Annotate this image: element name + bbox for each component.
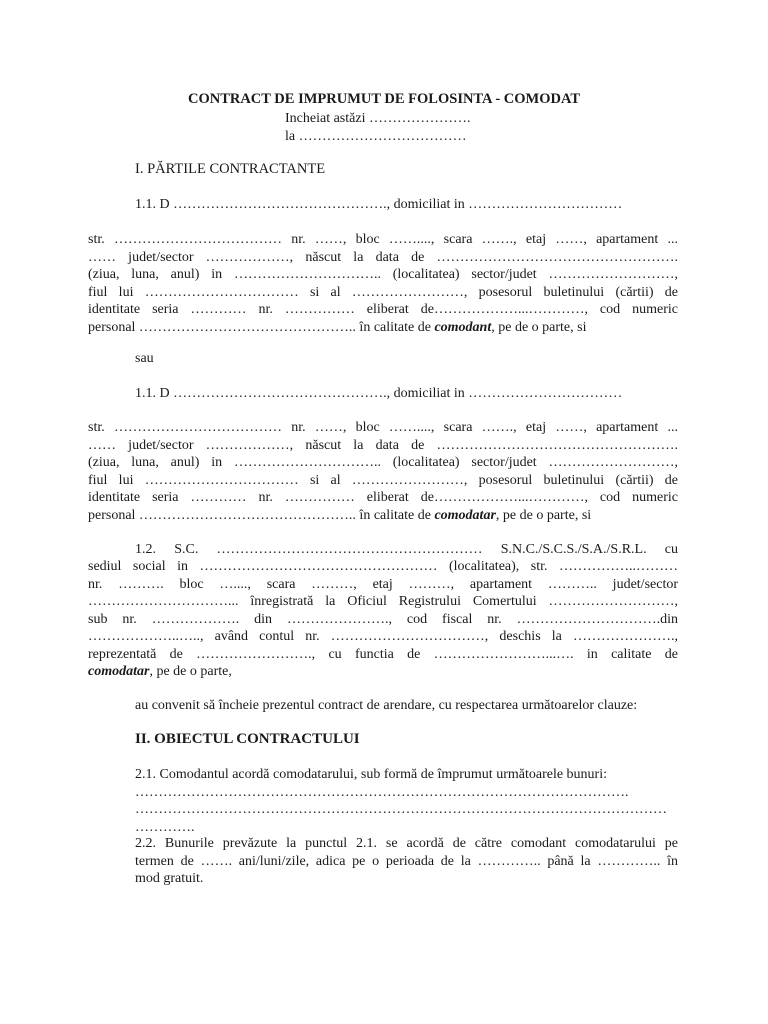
party-a-line: …… judet/sector ………………, născut la data de ……………………………………………. xyxy=(88,249,678,265)
party-c-line: sub nr. ………………. din …………………., cod fiscal nr. ………………………….din xyxy=(88,611,678,627)
role-comodatar: comodatar xyxy=(88,664,150,679)
clause-2-2-line: mod gratuit. xyxy=(135,871,204,886)
clause-2-1-line: …………. xyxy=(135,819,195,835)
clause-2-2-line: 2.2. Bunurile prevăzute la punctul 2.1. se acordă de către comodant comodatarului pe xyxy=(135,836,678,851)
party-a-line: fiul lui …………………………… si al ……………………, posesorul buletinului (cărtii) de xyxy=(88,284,678,300)
party-a-intro: 1.1. D ………………………………………., domiciliat in …………………………… xyxy=(135,197,623,212)
party-c-last-line: comodatar, pe de o parte, xyxy=(88,664,232,679)
party-a-details xyxy=(88,231,678,336)
section-2-title: II. OBIECTUL CONTRACTULUI xyxy=(135,731,360,747)
party-c-details xyxy=(88,558,678,681)
party-c-line: ………………..….., având contul nr. ……………………………, deschis la …………………., xyxy=(88,629,678,644)
incheiat-line: Incheiat astăzi …………………. xyxy=(285,111,471,126)
party-b-line: …… judet/sector ………………, născut la data de ……………………………………………. xyxy=(88,437,678,453)
party-a-line: identitate seria ………… nr. …………… eliberat de………………...…………, cod numeric xyxy=(88,302,678,317)
party-b-details xyxy=(88,419,678,524)
party-c-intro: 1.2. S.C. ………………………………………………… S.N.C./S.C.S./S.A./S.R.L. cu xyxy=(135,542,678,557)
clause-2-1-line: ……………………………………………………………………………………………. xyxy=(135,784,629,800)
la-line: la ……………………………… xyxy=(285,129,467,144)
party-c-line: reprezentată de ……………………., cu functia de ……………………...…. in calitate de xyxy=(88,646,678,662)
party-c-line: nr. ………. bloc …...., scara ………, etaj ………, apartament ……….. judet/sector xyxy=(88,576,678,592)
party-a-last-line: personal ……………………………………….. în calitate de comodant, pe de o parte, si xyxy=(88,319,587,335)
party-b-intro: 1.1. D ………………………………………., domiciliat in …………………………… xyxy=(135,386,623,401)
clause-2-1 xyxy=(135,766,678,836)
clause-2-1-line: …………………………………………………………………………………………………… xyxy=(135,802,667,817)
party-a-line: (ziua, luna, anul) in ………………………….. (localitatea) sector/judet ………………………, xyxy=(88,267,678,282)
section-1-title: I. PĂRTILE CONTRACTANTE xyxy=(135,161,326,177)
role-comodatar: comodatar xyxy=(434,507,496,523)
clause-2-1-line: 2.1. Comodantul acordă comodatarului, sub formă de împrumut următoarele bunuri: xyxy=(135,767,607,782)
document-title: CONTRACT DE IMPRUMUT DE FOLOSINTA - COMODAT xyxy=(187,91,581,107)
party-b-line: identitate seria ………… nr. …………… eliberat de………………...…………, cod numeric xyxy=(88,490,678,505)
closing-clause: au convenit să încheie prezentul contract de arendare, cu respectarea următoarelor clauze: xyxy=(135,698,638,713)
party-c-line: sediul social in …………………………………………… (localitatea), str. ……………..……… xyxy=(88,559,678,574)
sau-separator: sau xyxy=(135,351,154,366)
party-b-last-line: personal ……………………………………….. în calitate de comodatar, pe de o parte, si xyxy=(88,507,592,523)
clause-2-2 xyxy=(135,835,678,888)
party-b-line: fiul lui …………………………… si al ……………………, posesorul buletinului (cărtii) de xyxy=(88,472,678,488)
party-a-line: str. ……………………………… nr. ……, bloc ……...., scara ……., etaj ……, apartament ... xyxy=(88,232,678,247)
party-b-line: str. ……………………………… nr. ……, bloc ……...., scara ……., etaj ……, apartament ... xyxy=(88,420,678,435)
party-b-line: (ziua, luna, anul) in ………………………….. (localitatea) sector/judet ………………………, xyxy=(88,455,678,470)
clause-2-2-line: termen de ……. ani/luni/zile, adica pe o perioada de la ………….. până la ………….. în xyxy=(135,853,678,869)
role-comodant: comodant xyxy=(434,319,492,335)
party-c-line: …………………………... înregistrată la Oficiul Registrului Comertului ………………………, xyxy=(88,594,678,609)
